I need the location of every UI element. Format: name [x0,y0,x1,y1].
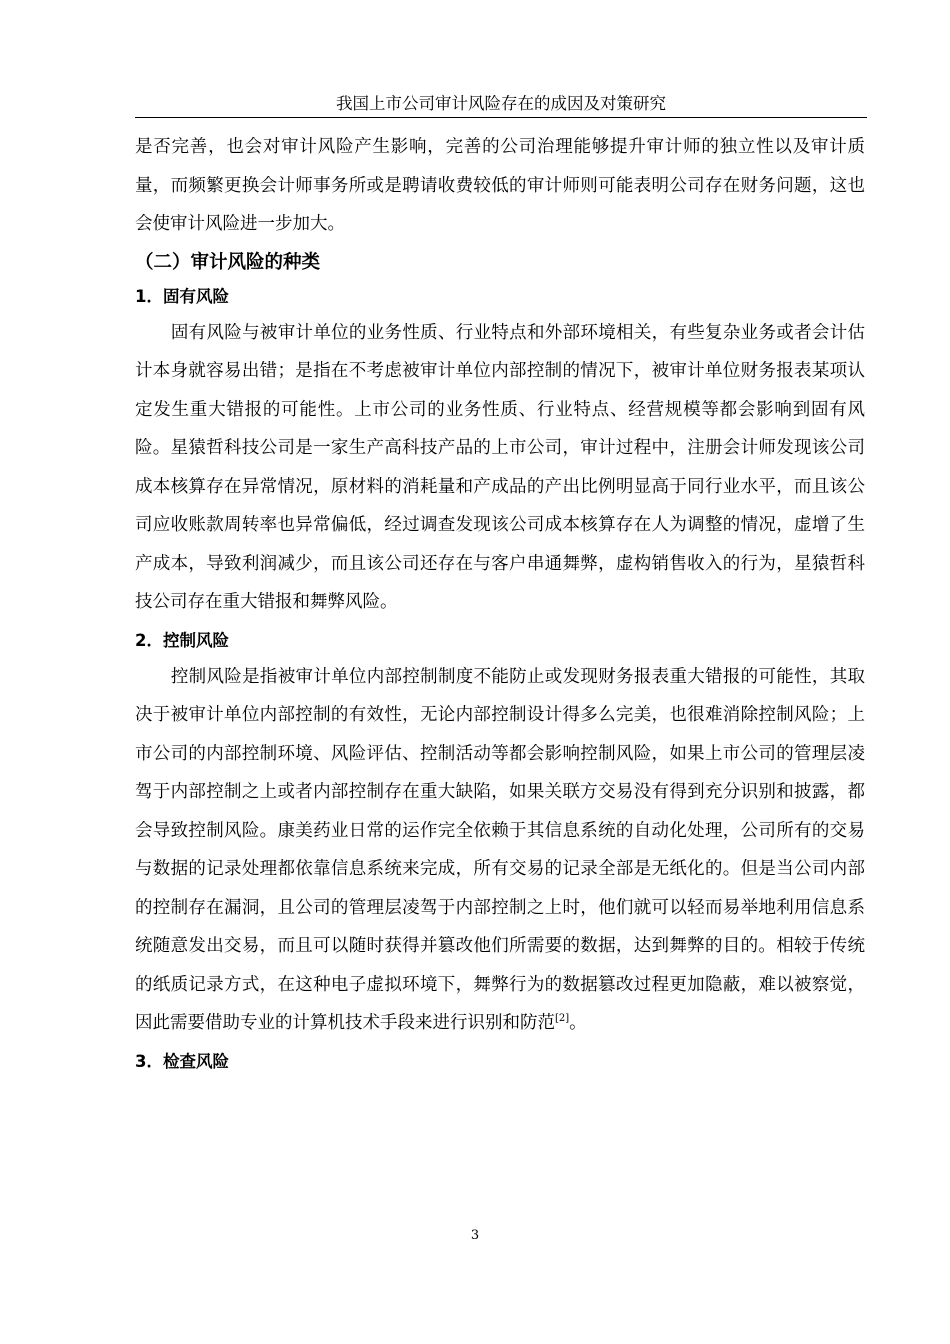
subsection-heading-detection-risk: 3．检查风险 [135,1051,229,1071]
control-risk-paragraph-text: 控制风险是指被审计单位内部控制制度不能防止或发现财务报表重大错报的可能性，其取决于被审计单位内部控制的有效性，无论内部控制设计得多么完美，也很难消除控制风险；上市公司的内部控制环境、风险评估、控制活动等都会影响控制风险，如果上市公司的管理层凌驾于内部控制之上或者内部控制存在重大缺陷，如果关联方交易没有得到充分识别和披露，都会导致控制风险。康美药业日常的运作完全依赖于其信息系统的自动化处理，公司所有的交易与数据的记录处理都依靠信息系统来完成，所有交易的记录全部是无纸化的。但是当公司内部的控制存在漏洞，且公司的管理层凌驾于内部控制之上时，他们就可以轻而易举地利用信息系统随意发出交易，而且可以随时获得并篡改他们所需要的数据，达到舞弊的目的。相较于传统的纸质记录方式，在这种电子虚拟环境下，舞弊行为的数据篡改过程更加隐蔽，难以被察觉，因此需要借助专业的计算机技术手段来进行识别和防范 [135,666,865,1033]
body-text [135,128,865,1079]
intro-paragraph: 是否完善，也会对审计风险产生影响，完善的公司治理能够提升审计师的独立性以及审计质量，而频繁更换会计师事务所或是聘请收费较低的审计师则可能表明公司存在财务问题，这也会使审计风险进一步加大。 [135,137,865,234]
subsection-heading-inherent-risk: 1．固有风险 [135,286,229,306]
page-number: 3 [470,1228,480,1243]
control-risk-paragraph-end: 。 [569,1013,587,1033]
control-risk-paragraph [135,658,865,1043]
subsection-heading-control-risk: 2．控制风险 [135,630,229,650]
running-header: 我国上市公司审计风险存在的成因及对策研究 [135,94,867,118]
section-heading: （二）审计风险的种类 [135,251,321,273]
citation-superscript: [2] [555,1013,570,1025]
inherent-risk-paragraph: 固有风险与被审计单位的业务性质、行业特点和外部环境相关，有些复杂业务或者会计估计本身就容易出错；是指在不考虑被审计单位内部控制的情况下，被审计单位财务报表某项认定发生重大错报的可能性。上市公司的业务性质、行业特点、经营规模等都会影响到固有风险。星猿哲科技公司是一家生产高科技产品的上市公司，审计过程中，注册会计师发现该公司成本核算存在异常情况，原材料的消耗量和产成品的产出比例明显高于同行业水平，而且该公司应收账款周转率也异常偏低，经过调查发现该公司成本核算存在人为调整的情况，虚增了生产成本，导致利润减少，而且该公司还存在与客户串通舞弊，虚构销售收入的行为，星猿哲科技公司存在重大错报和舞弊风险。 [135,322,865,612]
